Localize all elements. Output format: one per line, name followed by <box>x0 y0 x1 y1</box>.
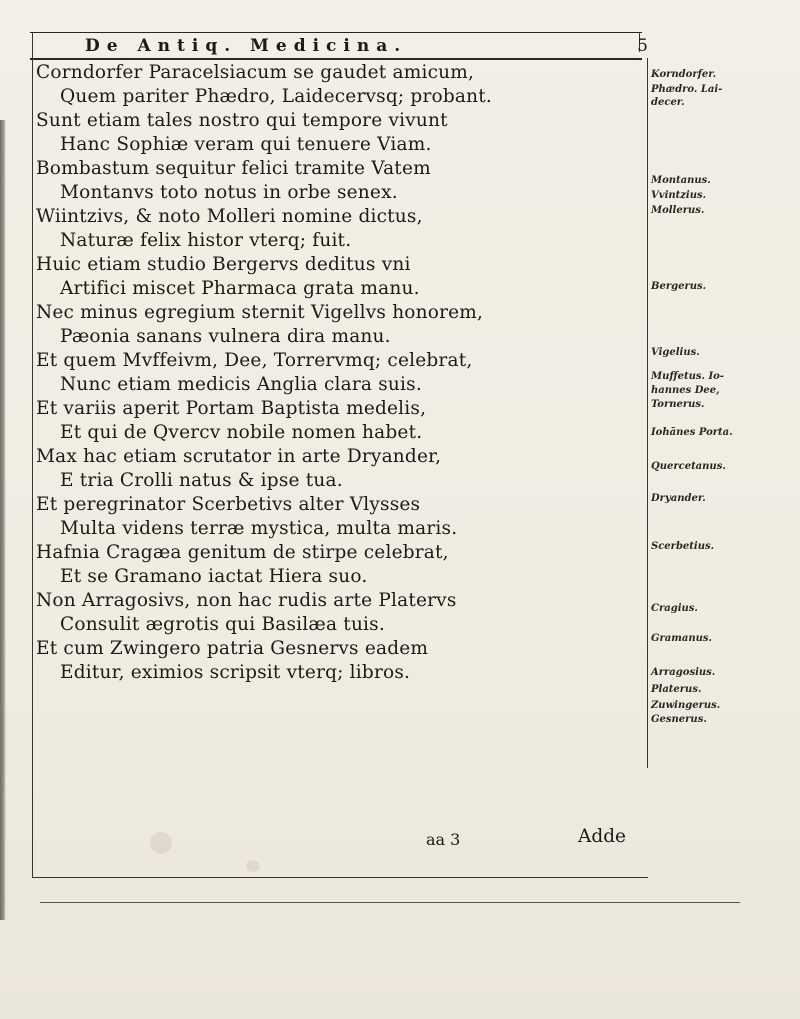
marginal-note: Dryander. <box>651 493 706 504</box>
verse-line: Hafnia Cragæa genitum de stirpe celebrat, <box>36 542 449 563</box>
marginal-note: Quercetanus. <box>651 461 726 472</box>
frame-rule-top-outer <box>30 32 642 33</box>
verse-line: Sunt etiam tales nostro qui tempore vivunt <box>36 110 448 131</box>
verse-line: Max hac etiam scrutator in arte Dryander, <box>36 446 442 467</box>
verse-line: Nec minus egregium sternit Vigellvs honorem, <box>36 302 484 323</box>
ink-smudge <box>246 860 260 872</box>
frame-rule-top <box>30 58 642 60</box>
verse-line: Consulit ægrotis qui Basilæa tuis. <box>60 614 385 635</box>
verse-line: Et quem Mvffeivm, Dee, Torrervmq; celebrat, <box>36 350 473 371</box>
marginal-note: Gramanus. <box>651 633 713 644</box>
catchword: Adde <box>578 826 626 847</box>
margin-rule <box>647 58 648 768</box>
frame-rule-bottom-outer <box>40 902 740 903</box>
verse-line: Editur, eximios scripsit vterq; libros. <box>60 662 411 683</box>
marginal-note: Zuwingerus. <box>651 700 721 711</box>
page-number: 5 <box>637 36 648 56</box>
verse-line: E tria Crolli natus & ipse tua. <box>60 470 343 491</box>
verse-line: Et se Gramano iactat Hiera suo. <box>60 566 368 587</box>
marginal-note: Montanus. <box>651 175 711 186</box>
verse-line: Nunc etiam medicis Anglia clara suis. <box>60 374 422 395</box>
frame-rule-left <box>32 32 33 878</box>
marginal-note: Gesnerus. <box>651 714 707 725</box>
marginal-note: Muffetus. Io- <box>651 371 724 382</box>
verse-line: Corndorfer Paracelsiacum se gaudet amicum, <box>36 62 475 83</box>
marginal-note: Vvintzius. <box>651 190 707 201</box>
ink-smudge <box>150 832 172 854</box>
marginal-note: decer. <box>651 97 685 108</box>
verse-line: Et variis aperit Portam Baptista medelis, <box>36 398 427 419</box>
marginal-note: Platerus. <box>651 684 702 695</box>
verse-line: Pæonia sanans vulnera dira manu. <box>60 326 391 347</box>
marginal-note: Korndorfer. <box>651 69 717 80</box>
marginal-note: Mollerus. <box>651 205 705 216</box>
marginal-note: Vigelius. <box>651 347 700 358</box>
running-title: De Antiq. Medicina. <box>85 36 408 56</box>
verse-line: Multa videns terræ mystica, multa maris. <box>60 518 458 539</box>
marginal-note: Cragius. <box>651 603 698 614</box>
verse-line: Et cum Zwingero patria Gesnervs eadem <box>36 638 429 659</box>
marginal-note: Arragosius. <box>651 667 716 678</box>
frame-rule-bottom <box>32 877 648 878</box>
marginal-note: Tornerus. <box>651 399 705 410</box>
marginal-note: Iohānes Porta. <box>651 427 733 438</box>
marginal-note: hannes Dee, <box>651 385 720 396</box>
marginal-note: Phædro. Lai- <box>651 84 723 95</box>
verse-line: Et peregrinator Scerbetivs alter Vlysses <box>36 494 421 515</box>
verse-line: Quem pariter Phædro, Laidecervsq; probant. <box>60 86 492 107</box>
verse-line: Non Arragosivs, non hac rudis arte Platervs <box>36 590 457 611</box>
marginal-note: Bergerus. <box>651 281 707 292</box>
verse-line: Wiintzivs, & noto Molleri nomine dictus, <box>36 206 423 227</box>
verse-line: Bombastum sequitur felici tramite Vatem <box>36 158 431 179</box>
binding-shadow <box>0 120 6 920</box>
verse-line: Naturæ felix histor vterq; fuit. <box>60 230 352 251</box>
marginal-note: Scerbetius. <box>651 541 715 552</box>
running-header <box>30 36 650 58</box>
signature-mark: aa 3 <box>426 830 461 849</box>
verse-line: Et qui de Qvercv nobile nomen habet. <box>60 422 423 443</box>
verse-line: Artifici miscet Pharmaca grata manu. <box>60 278 420 299</box>
verse-line: Huic etiam studio Bergervs deditus vni <box>36 254 411 275</box>
verse-line: Hanc Sophiæ veram qui tenuere Viam. <box>60 134 432 155</box>
verse-line: Montanvs toto notus in orbe senex. <box>60 182 398 203</box>
